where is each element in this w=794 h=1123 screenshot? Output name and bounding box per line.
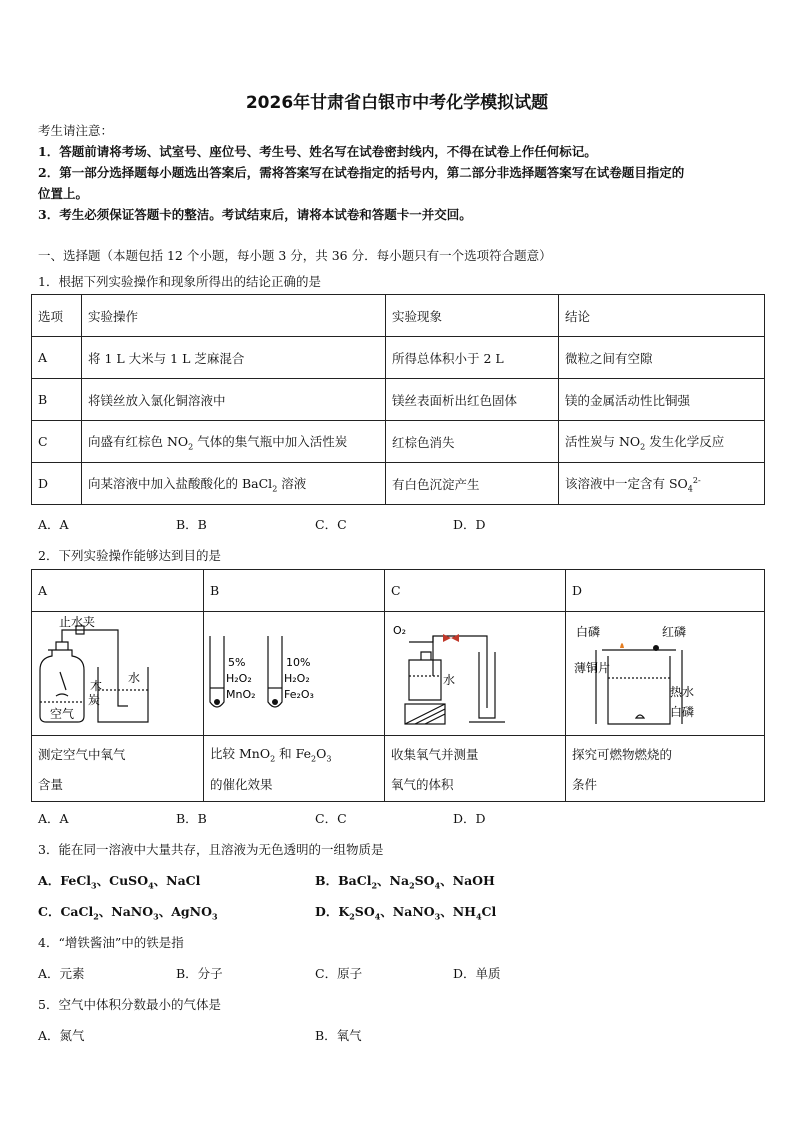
- figure-row: [32, 612, 765, 736]
- row-phenomenon: 有白色沉淀产生: [386, 463, 559, 505]
- q4-stem: 4．“增铁酱油”中的铁是指: [38, 935, 184, 950]
- table-row: [32, 463, 765, 505]
- stop-clip-icon: [443, 634, 459, 642]
- row-conclusion: 镁的金属活动性比铜强: [559, 379, 765, 421]
- row-phenomenon: 红棕色消失: [386, 421, 559, 463]
- label-h2o2-a: H₂O₂: [226, 672, 252, 685]
- apparatus-d-figure: [566, 612, 765, 732]
- label-water: 水: [128, 671, 141, 685]
- header-cell: B: [204, 570, 385, 612]
- table-row: [32, 337, 765, 379]
- row-operation: 向盛有红棕色 $NO_2$ 气体的集气瓶中加入活性炭: [82, 421, 386, 463]
- apparatus-b-figure: [204, 612, 385, 732]
- row-key: B: [32, 379, 82, 421]
- q5-option-b[interactable]: B．氧气: [315, 1028, 362, 1043]
- label-hot-water: 热水: [670, 685, 695, 699]
- q4-option-c[interactable]: C．原子: [315, 966, 363, 981]
- section-heading: 一、选择题（本题包括 12 个小题，每小题 3 分，共 36 分．每小题只有一个选项符合题意）: [38, 248, 552, 263]
- q1-table: [31, 294, 765, 505]
- label-charcoal-1: 木: [90, 679, 103, 693]
- q2-table: [31, 569, 765, 802]
- row-operation: 将 1 L 大米与 1 L 芝麻混合: [82, 337, 386, 379]
- apparatus-c-figure: [385, 612, 566, 732]
- q1-option-c[interactable]: C．C: [315, 517, 347, 532]
- q4-option-b[interactable]: B．分子: [176, 966, 223, 981]
- q3-option-a[interactable]: A．FeCl$_3$、CuSO$_4$、NaCl: [38, 873, 201, 891]
- label-white-p: 白磷: [576, 625, 601, 639]
- q1-option-a[interactable]: A．A: [38, 517, 69, 532]
- q3-option-d[interactable]: D．$K_2SO_4$、NaNO$_3$、$NH_4Cl$: [315, 904, 497, 922]
- label-charcoal-2: 炭: [88, 693, 101, 707]
- header-cell: D: [566, 570, 765, 612]
- label-copper-sheet: 薄铜片: [574, 661, 611, 675]
- header-cell: 选项: [32, 295, 82, 337]
- header-cell: 结论: [559, 295, 765, 337]
- row-phenomenon: 所得总体积小于 2 L: [386, 337, 559, 379]
- label-10pct: 10%: [286, 656, 311, 669]
- figure-cell-b: [204, 612, 385, 736]
- page-title: 2026年甘肃省白银市中考化学模拟试题: [245, 93, 549, 113]
- q1-option-d[interactable]: D．D: [453, 517, 486, 532]
- caption-b: 比较 MnO$_2$ 和 $Fe_2O_3$ 的催化效果: [204, 736, 385, 802]
- notice-item-2-cont: 位置上。: [38, 186, 89, 201]
- q2-option-a[interactable]: A．A: [38, 811, 69, 826]
- label-5pct: 5%: [228, 656, 246, 669]
- q4-option-a[interactable]: A．元素: [38, 966, 85, 981]
- row-conclusion: 微粒之间有空隙: [559, 337, 765, 379]
- row-key: C: [32, 421, 82, 463]
- q2-option-b[interactable]: B．B: [176, 811, 207, 826]
- figure-cell-c: [385, 612, 566, 736]
- label-air: 空气: [50, 707, 75, 721]
- q3-option-c[interactable]: C．CaCl$_2$、NaNO$_3$、AgNO$_3$: [38, 904, 218, 922]
- caption-a: 测定空气中氧气 含量: [32, 736, 204, 802]
- powder-mno2: [214, 699, 220, 705]
- q2-option-d[interactable]: D．D: [453, 811, 486, 826]
- apparatus-a-figure: [32, 612, 204, 732]
- row-conclusion: 该溶液中一定含有 $SO_4^{2-}$: [559, 463, 765, 505]
- q1-option-b[interactable]: B．B: [176, 517, 207, 532]
- notice-item-3: 3．考生必须保证答题卡的整洁。考试结束后，请将本试卷和答题卡一并交回。: [38, 207, 472, 222]
- label-mno2: MnO₂: [226, 688, 256, 701]
- caption-c: 收集氧气并测量 氧气的体积: [385, 736, 566, 802]
- row-conclusion: 活性炭与 $NO_2$ 发生化学反应: [559, 421, 765, 463]
- label-fe2o3: Fe₂O₃: [284, 688, 314, 701]
- notice-item-2: 2．第一部分选择题每小题选出答案后，需将答案写在试卷指定的括号内，第二部分非选择题答案写在试卷题目指定的: [38, 165, 685, 180]
- table-row: [32, 421, 765, 463]
- row-phenomenon: 镁丝表面析出红色固体: [386, 379, 559, 421]
- caption-row: [32, 736, 765, 802]
- header-cell: 实验操作: [82, 295, 386, 337]
- caption-d: 探究可燃物燃烧的 条件: [566, 736, 765, 802]
- label-stop-clip: 止水夹: [59, 615, 96, 629]
- q2-header-row: [32, 570, 765, 612]
- q4-option-d[interactable]: D．单质: [453, 966, 501, 981]
- powder-fe2o3: [272, 699, 278, 705]
- label-water-c: 水: [443, 673, 456, 687]
- label-o2: O₂: [393, 624, 407, 637]
- figure-cell-d: [566, 612, 765, 736]
- row-key: D: [32, 463, 82, 505]
- label-red-p: 红磷: [662, 625, 687, 639]
- row-operation: 将镁丝放入氯化铜溶液中: [82, 379, 386, 421]
- q1-header-row: [32, 295, 765, 337]
- red-phosphorus-dot: [653, 645, 659, 651]
- label-h2o2-b: H₂O₂: [284, 672, 310, 685]
- header-cell: 实验现象: [386, 295, 559, 337]
- figure-cell-a: [32, 612, 204, 736]
- q3-stem: 3．能在同一溶液中大量共存，且溶液为无色透明的一组物质是: [38, 842, 384, 857]
- row-key: A: [32, 337, 82, 379]
- q5-stem: 5．空气中体积分数最小的气体是: [38, 997, 221, 1012]
- q3-option-b[interactable]: B．BaCl$_2$、$Na_2SO_4$、NaOH: [315, 873, 495, 891]
- q1-stem: 1．根据下列实验操作和现象所得出的结论正确的是: [38, 274, 321, 289]
- q2-stem: 2．下列实验操作能够达到目的是: [38, 548, 221, 563]
- row-operation: 向某溶液中加入盐酸酸化的 BaCl$_2$ 溶液: [82, 463, 386, 505]
- header-cell: C: [385, 570, 566, 612]
- q5-option-a[interactable]: A．氮气: [38, 1028, 85, 1043]
- header-cell: A: [32, 570, 204, 612]
- flame-icon: [620, 643, 624, 648]
- q2-option-c[interactable]: C．C: [315, 811, 347, 826]
- label-white-p-under: 白磷: [670, 705, 695, 719]
- notice-item-1: 1．答题前请将考场、试室号、座位号、考生号、姓名写在试卷密封线内，不得在试卷上作任何标记。: [38, 144, 597, 159]
- table-row: [32, 379, 765, 421]
- notice-heading: 考生请注意：: [38, 123, 114, 138]
